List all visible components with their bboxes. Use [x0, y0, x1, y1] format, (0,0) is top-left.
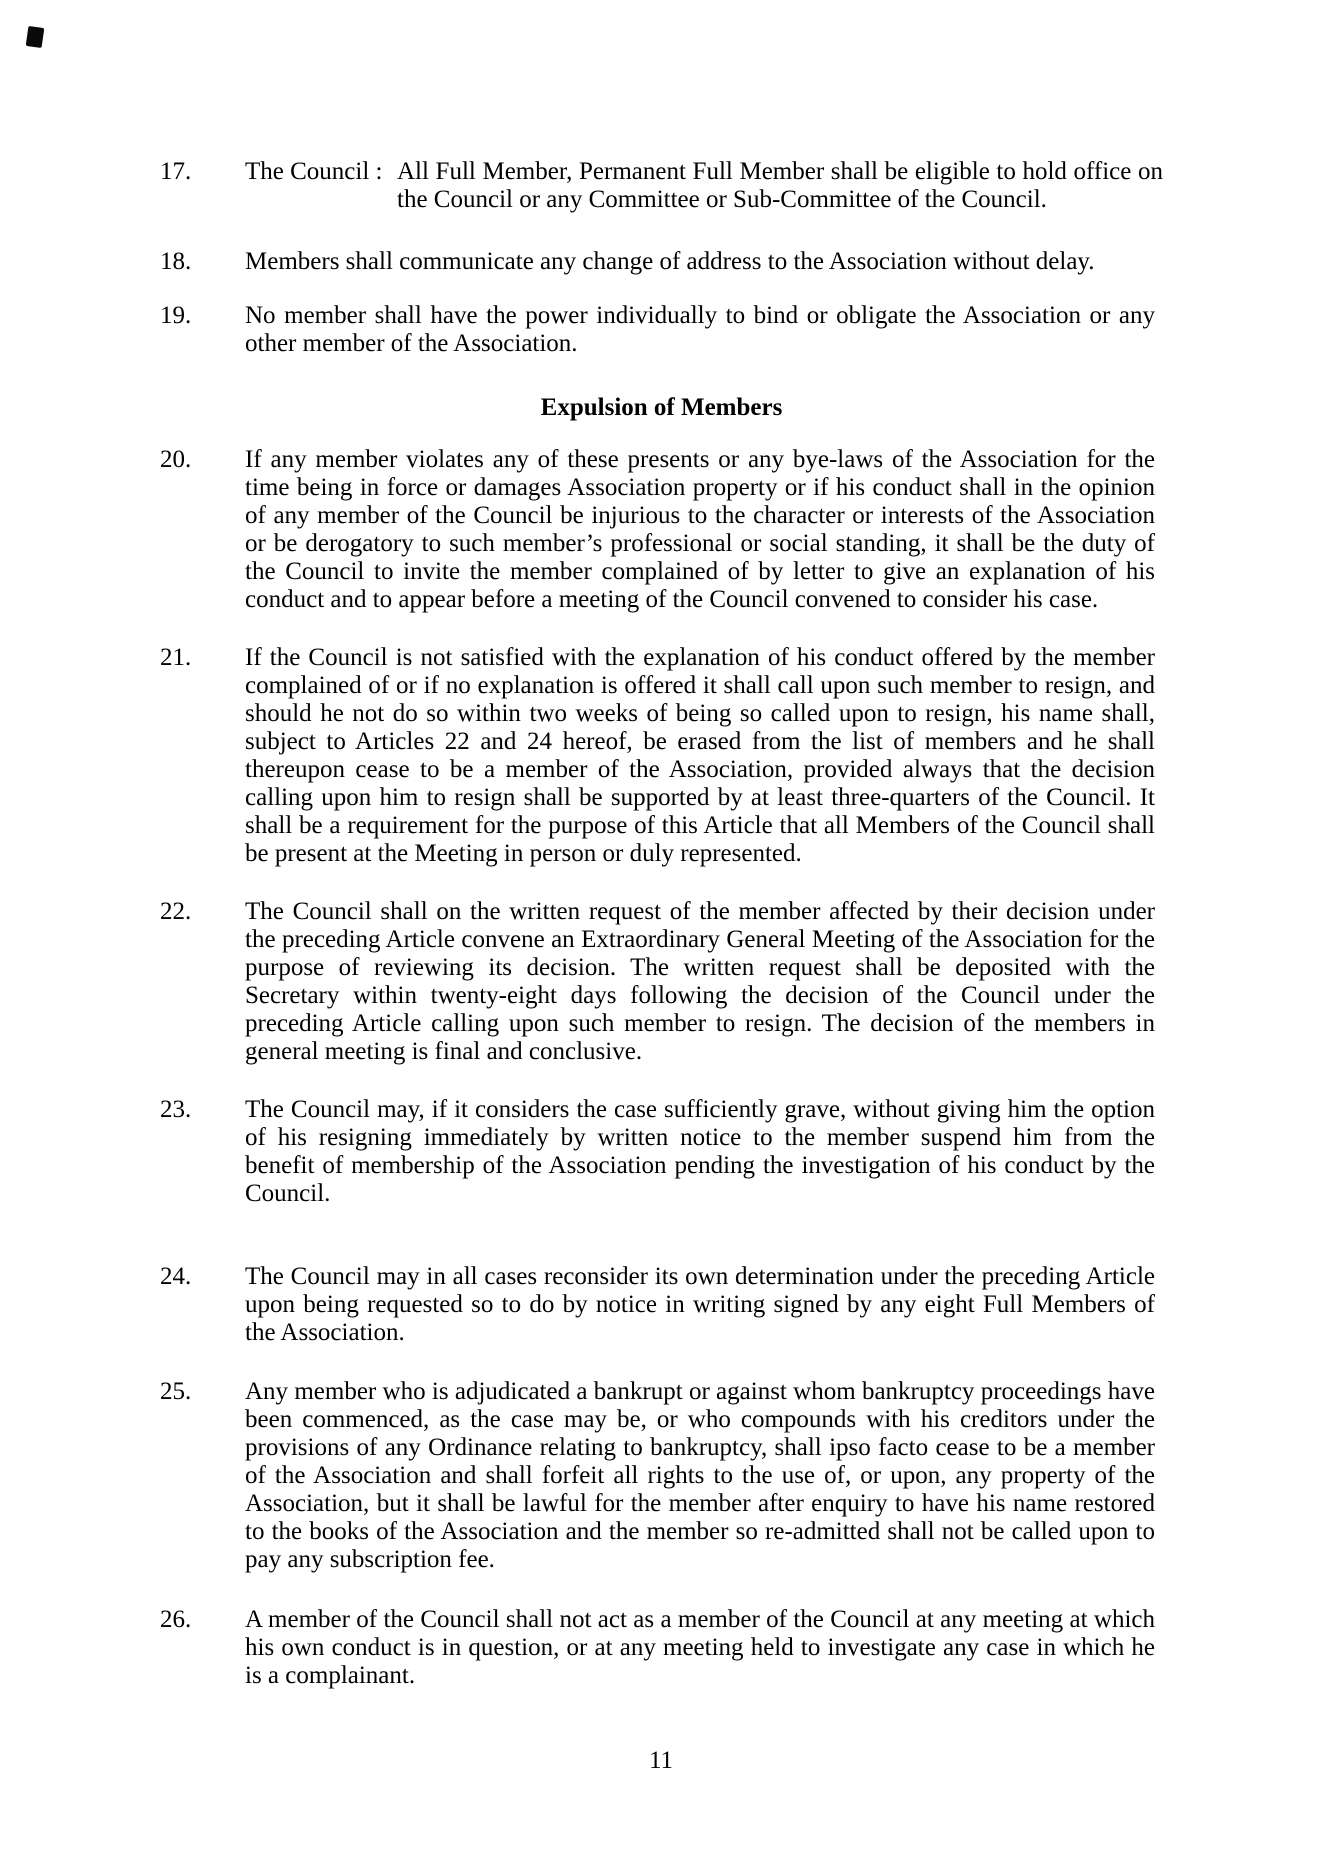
section-heading-expulsion-of-members: Expulsion of Members: [540, 394, 783, 421]
article-17-number: 17.: [160, 158, 192, 185]
article-26-text: A member of the Council shall not act as a member of the Council at any meeting at which his own conduct is in question, or at any meeting held to investigate any case in which he is a complainant.: [245, 1606, 1155, 1689]
page-number: 11: [648, 1747, 674, 1774]
article-21-text: If the Council is not satisfied with the explanation of his conduct offered by the member complained of or if no explanation is offered it shall call upon such member to resign, and should he not do so within two weeks of being so called upon to resign, his name shall, subject to Articles 22 and 24 hereof, be erased from the list of members and he shall thereupon cease to be a member of the Association, provided always that the decision calling upon him to resign shall be supported by at least three-quarters of the Council. It shall be a requirement for the purpose of this Article that all Members of the Council shall be present at the Meeting in person or duly represented.: [245, 644, 1155, 867]
article-26-number: 26.: [160, 1606, 192, 1633]
article-19-text: No member shall have the power individually to bind or obligate the Association or any other member of the Association.: [245, 302, 1155, 357]
article-17-text: All Full Member, Permanent Full Member shall be eligible to hold office on the Council or any Committee or Sub-Committee of the Council.: [397, 158, 1163, 213]
article-24-text: The Council may in all cases reconsider its own determination under the preceding Article upon being requested so to do by notice in writing signed by any eight Full Members of the Association.: [245, 1263, 1155, 1346]
article-22-text: The Council shall on the written request of the member affected by their decision under the preceding Article convene an Extraordinary General Meeting of the Association for the purpose of reviewing its decision. The written request shall be deposited with the Secretary within twenty-eight days following the decision of the Council under the preceding Article calling upon such member to resign. The decision of the members in general meeting is final and conclusive.: [245, 898, 1155, 1065]
article-18-text: Members shall communicate any change of address to the Association without delay.: [245, 248, 1095, 275]
article-18-number: 18.: [160, 248, 192, 275]
article-17-label: The Council :: [245, 158, 383, 185]
article-23: [160, 1096, 1163, 1208]
article-19-number: 19.: [160, 302, 192, 329]
article-19: [160, 302, 1163, 358]
article-20-text: If any member violates any of these presents or any bye-laws of the Association for the time being in force or damages Association property or if his conduct shall in the opinion of any member of the Council be injurious to the character or interests of the Association or be derogatory to such member’s professional or social standing, it shall be the duty of the Council to invite the member complained of by letter to give an explanation of his conduct and to appear before a meeting of the Council convened to consider his case.: [245, 446, 1155, 613]
article-24: [160, 1263, 1163, 1347]
article-24-number: 24.: [160, 1263, 192, 1290]
article-22: [160, 898, 1163, 1066]
article-18: [160, 248, 1163, 276]
article-17: [160, 158, 1163, 214]
article-25-number: 25.: [160, 1378, 192, 1405]
article-22-number: 22.: [160, 898, 192, 925]
article-25: [160, 1378, 1163, 1574]
scan-artifact-mark: [26, 26, 45, 48]
article-20-number: 20.: [160, 446, 192, 473]
article-20: [160, 446, 1163, 614]
document-body: [160, 158, 1163, 1690]
article-26: [160, 1606, 1163, 1690]
article-23-text: The Council may, if it considers the case sufficiently grave, without giving him the option of his resigning immediately by written notice to the member suspend him from the benefit of membership of the Association pending the investigation of his conduct by the Council.: [245, 1096, 1155, 1207]
article-23-number: 23.: [160, 1096, 192, 1123]
article-25-text: Any member who is adjudicated a bankrupt or against whom bankruptcy proceedings have been commenced, as the case may be, or who compounds with his creditors under the provisions of any Ordinance relating to bankruptcy, shall ipso facto cease to be a member of the Association and shall forfeit all rights to the use of, or upon, any property of the Association, but it shall be lawful for the member after enquiry to have his name restored to the books of the Association and the member so re-admitted shall not be called upon to pay any subscription fee.: [245, 1378, 1155, 1573]
article-21-number: 21.: [160, 644, 192, 671]
article-21: [160, 644, 1163, 868]
